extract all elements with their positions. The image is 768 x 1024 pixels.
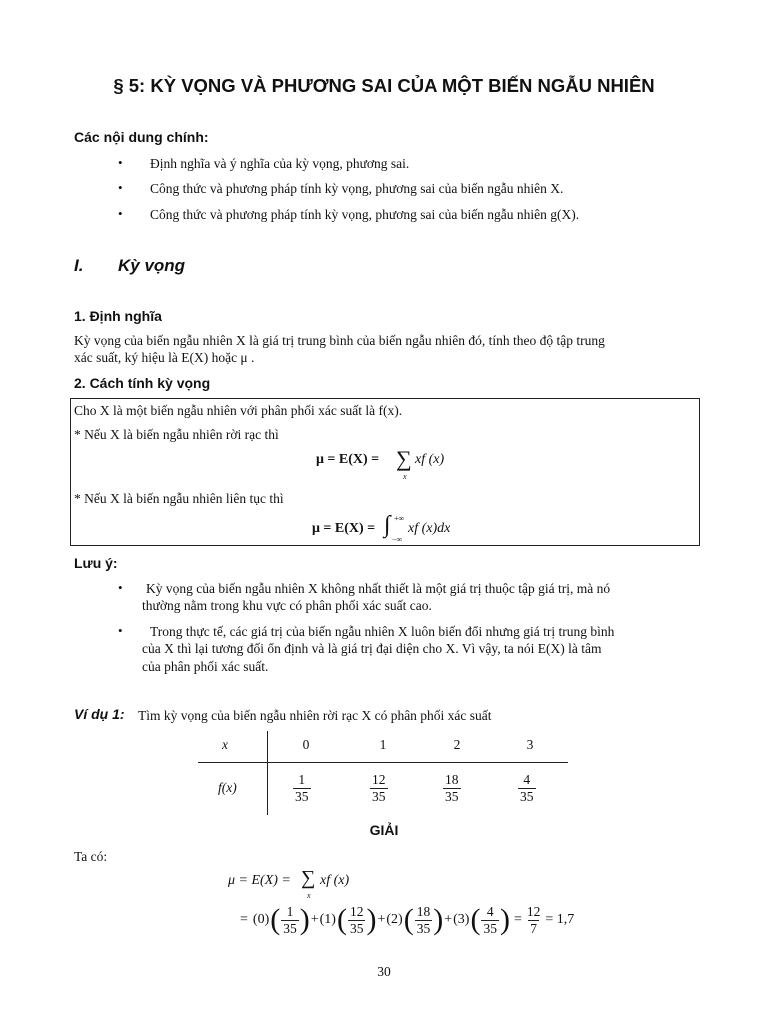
formula-discrete-rhs: xf (x) xyxy=(415,452,445,467)
fraction: $\frac{1}{35}$ xyxy=(283,903,297,936)
equals-sign: = xyxy=(240,912,248,927)
left-paren: ( xyxy=(403,903,414,936)
sum-subscript: x xyxy=(307,891,311,900)
integral-lower-limit: −∞ xyxy=(392,535,403,544)
bullet-icon: • xyxy=(118,155,123,170)
integral-symbol: ∫ xyxy=(384,512,391,538)
left-paren: ( xyxy=(336,903,347,936)
table-vertical-rule xyxy=(267,731,268,815)
fraction: $\frac{12}{35}$ xyxy=(349,903,364,936)
equals-sign: = xyxy=(513,912,522,927)
discrete-case-text: * Nếu X là biến ngẫu nhiên rời rạc thì xyxy=(74,427,279,442)
sum-symbol: ∑ xyxy=(396,446,412,471)
table-x-label: x xyxy=(222,737,228,752)
coefficient: (3) xyxy=(453,912,470,927)
table-horizontal-rule xyxy=(198,762,568,763)
solution-heading: GIẢI xyxy=(369,822,399,838)
compute-heading: 2. Cách tính kỳ vọng xyxy=(74,375,211,391)
table-x-value: 3 xyxy=(526,737,534,752)
solution-line-2 xyxy=(240,903,574,937)
note-1-line-1: Kỳ vọng của biến ngẫu nhiên X không nhất thiết là một giá trị thuộc tập giá trị, mà nó xyxy=(146,581,611,596)
note-2-line-1: Trong thực tế, các giá trị của biến ngẫu nhiên X luôn biến đổi nhưng giá trị trung bình xyxy=(150,624,615,639)
box-line-1: Cho X là một biến ngẫu nhiên với phân phối xác suất là f(x). xyxy=(74,403,403,418)
definition-line-2: xác suất, ký hiệu là E(X) hoặc μ . xyxy=(74,350,255,365)
left-paren: ( xyxy=(270,903,281,936)
table-f-value: $\frac{1}{35}$ xyxy=(295,772,309,804)
note-2-line-3: của phân phối xác suất. xyxy=(142,659,269,674)
note-heading: Lưu ý: xyxy=(74,555,118,571)
page-title: § 5: KỲ VỌNG VÀ PHƯƠNG SAI CỦA MỘT BIẾN NGẪU NHIÊN xyxy=(113,75,655,96)
table-x-value: 0 xyxy=(302,737,310,752)
formula-cont-lhs: μ = E(X) = xyxy=(312,521,376,536)
main-contents-heading: Các nội dung chính: xyxy=(74,129,209,145)
note-2-line-2: của X thì lại tương đối ổn định và là giá trị đại diện cho X. Vì vậy, ta nói E(X) là tâm xyxy=(142,641,602,656)
coefficient: (0) xyxy=(252,912,270,927)
example-text: Tìm kỳ vọng của biến ngẫu nhiên rời rạc X có phân phối xác suất xyxy=(138,708,492,723)
definition-line-1: Kỳ vọng của biến ngẫu nhiên X là giá trị trung bình của biến ngẫu nhiên đó, tính theo độ tập trung xyxy=(74,333,605,348)
table-x-value: 1 xyxy=(379,737,387,752)
bullet-icon: • xyxy=(118,206,123,221)
left-paren: ( xyxy=(470,903,481,936)
plus-sign: + xyxy=(310,912,319,927)
bullet-icon: • xyxy=(118,580,123,595)
table-f-value: $\frac{12}{35}$ xyxy=(372,772,386,804)
main-contents-item: Định nghĩa và ý nghĩa của kỳ vọng, phương sai. xyxy=(150,156,410,171)
continuous-case-text: * Nếu X là biến ngẫu nhiên liên tục thì xyxy=(74,491,284,506)
page-number: 30 xyxy=(377,964,391,979)
result-fraction: $\frac{12}{7}$ xyxy=(526,903,541,936)
solution-line-1-rhs: xf (x) xyxy=(320,873,350,888)
main-contents-item: Công thức và phương pháp tính kỳ vọng, phương sai của biến ngẫu nhiên g(X). xyxy=(150,207,580,222)
bullet-icon: • xyxy=(118,180,123,195)
definition-heading: 1. Định nghĩa xyxy=(74,308,162,324)
ta-co-text: Ta có: xyxy=(74,849,108,864)
right-paren: ) xyxy=(299,903,310,936)
section-number: I. xyxy=(74,256,84,275)
coefficient: (1) xyxy=(319,912,336,927)
formula-discrete-lhs: μ = E(X) = xyxy=(316,452,380,467)
table-f-value: $\frac{18}{35}$ xyxy=(445,772,459,804)
sum-symbol: ∑ xyxy=(301,867,316,889)
note-1-line-2: thường nằm trong khu vực có phân phối xác suất cao. xyxy=(142,598,432,613)
solution-line-1-lhs: μ = E(X) = xyxy=(228,873,291,888)
section-title: Kỳ vọng xyxy=(118,256,186,275)
example-label: Ví dụ 1: xyxy=(74,706,125,722)
fraction: $\frac{4}{35}$ xyxy=(483,903,497,936)
right-paren: ) xyxy=(499,903,510,936)
plus-sign: + xyxy=(377,912,386,927)
sum-subscript: x xyxy=(403,472,407,481)
bullet-icon: • xyxy=(118,623,123,638)
table-f-value: $\frac{4}{35}$ xyxy=(520,772,534,804)
table-x-value: 2 xyxy=(453,737,461,752)
coefficient: (2) xyxy=(386,912,403,927)
right-paren: ) xyxy=(366,903,377,936)
main-contents-item: Công thức và phương pháp tính kỳ vọng, phương sai của biến ngẫu nhiên X. xyxy=(150,181,564,196)
fraction: $\frac{18}{35}$ xyxy=(416,903,431,936)
integral-upper-limit: +∞ xyxy=(394,514,405,523)
plus-sign: + xyxy=(444,912,453,927)
table-f-label: f(x) xyxy=(218,780,237,795)
formula-cont-rhs: xf (x)dx xyxy=(408,521,451,536)
right-paren: ) xyxy=(433,903,444,936)
final-result: = 1,7 xyxy=(545,912,575,927)
